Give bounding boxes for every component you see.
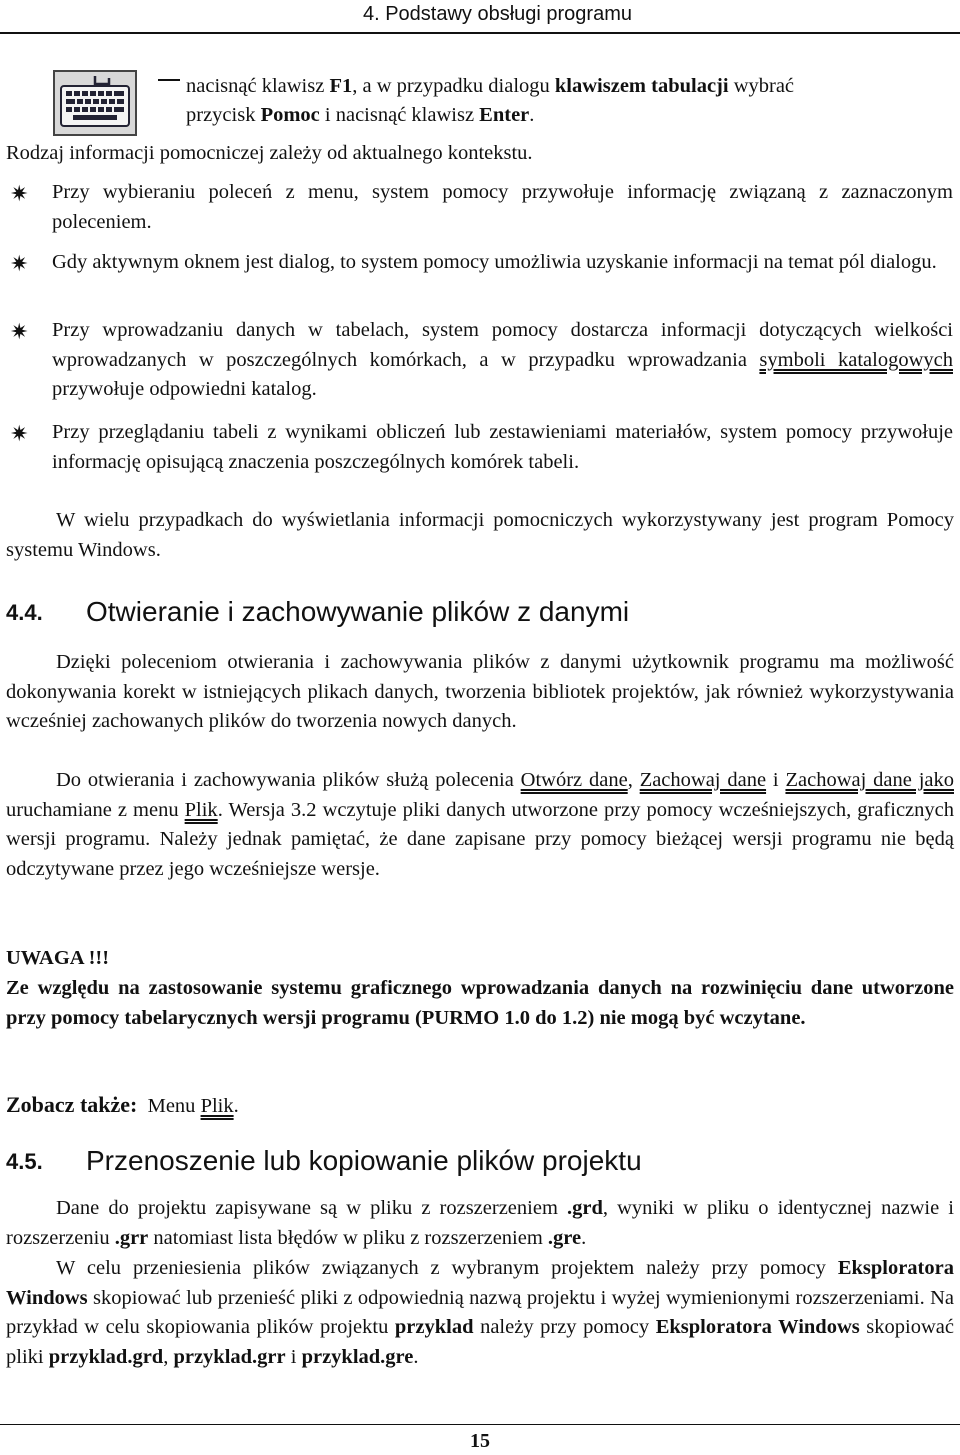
see-also (6, 1090, 239, 1121)
file-name: przyklad.gre (301, 1345, 414, 1368)
text-run: Menu (147, 1095, 201, 1117)
text-run: , wyniki w pliku o identycznej nazwie i rozszerzeniu (6, 1197, 954, 1249)
page-number: 15 (470, 1430, 490, 1452)
see-also-label: Zobacz także: (6, 1092, 138, 1117)
ext-grr: .grr (114, 1226, 149, 1249)
text-run: natomiast lista błędów w pliku z rozszerzeniem (148, 1226, 548, 1249)
text-run: przycisk (186, 104, 261, 126)
link-zachowaj-dane-jako[interactable]: Zachowaj dane jako (785, 769, 954, 791)
bullet-item (52, 316, 953, 405)
paragraph (6, 766, 954, 884)
button-pomoc: Pomoc (260, 104, 320, 126)
text-run: . (529, 104, 535, 126)
text-run: uruchamiane z menu (6, 798, 185, 821)
bullet-item: Gdy aktywnym oknem jest dialog, to system pomocy umożliwia uzyskanie informacji na temat pól dialogu. (52, 251, 937, 273)
bullet-item: Przy wybieraniu poleceń z menu, system pomocy przywołuje informację związaną z zaznaczonym poleceniem. (52, 181, 953, 233)
paragraph: Dzięki poleceniom otwierania i zachowywania plików z danymi użytkownik programu ma możliwość dokonywania korekt w istniejących plikach danych, tworzenia bibliotek projektów, jak również wykorzystywania wcześniej zachowanych plików do tworzenia nowych danych. (6, 651, 954, 733)
section-number: 4.4. (6, 600, 43, 625)
asterisk-bullet-icon: ✷ (10, 181, 29, 206)
ext-gre: .gre (547, 1226, 582, 1249)
text-run: przywołuje odpowiedni katalog. (52, 378, 317, 401)
key-f1: F1 (329, 75, 353, 97)
bullet-item: Przy przeglądaniu tabeli z wynikami obliczeń lub zestawieniami materiałów, system pomocy przywołuje informację opisującą znaczenia poszczególnych komórek tabeli. (52, 421, 953, 473)
text-run: Dane do projektu zapisywane są w pliku z rozszerzeniem (56, 1197, 567, 1219)
text-run: i (766, 769, 786, 791)
text-run: skopiować pliki (6, 1316, 954, 1368)
key-enter: Enter (479, 104, 530, 126)
ext-grd: .grd (567, 1197, 603, 1219)
intro-line-2 (186, 101, 534, 130)
text-run: Do otwierania i zachowywania plików służą polecenia (56, 769, 521, 791)
section-title: Otwieranie i zachowywanie plików z danymi (86, 596, 630, 627)
keyboard-icon (53, 70, 137, 136)
text-run: nacisnąć klawisz (186, 75, 330, 97)
section-number: 4.5. (6, 1149, 43, 1174)
context-line: Rodzaj informacji pomocniczej zależy od aktualnego kontekstu. (6, 142, 533, 164)
paragraph (6, 1254, 954, 1372)
text-run: , (627, 769, 640, 791)
asterisk-bullet-icon: ✷ (10, 251, 29, 276)
key-tab: klawiszem tabulacji (554, 75, 729, 97)
text-run: W celu przeniesienia plików związanych z wybranym projektem należy przy pomocy (56, 1257, 838, 1279)
text-run: należy przy pomocy (473, 1316, 656, 1339)
text-run: i (285, 1345, 302, 1368)
text-run: Przy wprowadzaniu danych w tabelach, system pomocy dostarcza informacji dotyczących wielkości wprowadzanych w poszczególnych komórkach, a w przypadku wprowadzania (52, 319, 953, 371)
warning-text: Ze względu na zastosowanie systemu graficznego wprowadzania danych na rozwinięciu dane utworzone przy pomocy tabelarycznych wersji programu (PURMO 1.0 do 1.2) nie mogą być wczytane. (6, 977, 954, 1029)
intro-line-1 (186, 72, 794, 101)
text-run: . (233, 1095, 239, 1117)
asterisk-bullet-icon: ✷ (10, 421, 29, 446)
text-run: . (413, 1345, 419, 1368)
text-run: i nacisnąć klawisz (319, 104, 480, 126)
dash-marker (158, 79, 180, 81)
text-run: , a w przypadku dialogu (352, 75, 555, 97)
link-otworz-dane[interactable]: Otwórz dane (520, 769, 628, 791)
text-run: wybrać (728, 75, 795, 97)
keyboard-icon-graphic (55, 72, 135, 134)
text-run: , (163, 1345, 174, 1368)
link-plik[interactable]: Plik (200, 1095, 234, 1117)
asterisk-bullet-icon: ✷ (10, 319, 29, 344)
text-run: . (581, 1226, 587, 1249)
section-title: Przenoszenie lub kopiowanie plików projektu (86, 1145, 642, 1176)
page-header (0, 0, 960, 34)
link-plik[interactable]: Plik (184, 798, 218, 821)
project-name: przyklad (394, 1316, 474, 1339)
header-rule (0, 32, 960, 34)
text-run: . Wersja 3.2 wczytuje pliki danych utworzone przy pomocy wcześniejszych, graficznych wersji programu. Należy jednak pamiętać, że dane zapisane przy pomocy bieżącej wersji programu nie będą odczytywane przez jego wcześniejsze wersje. (6, 798, 955, 880)
text-run: skopiować lub przenieść pliki z odpowiednią nazwą projektu i wyżej wymienionymi rozszerzeniami. Na przykład w celu skopiowania plików projektu (6, 1286, 954, 1339)
explorer-name: Eksploratora Windows (655, 1316, 860, 1339)
paragraph (6, 1194, 954, 1253)
link-symbole-katalogowe[interactable]: symboli katalogowych (759, 348, 953, 371)
windows-help-paragraph: W wielu przypadkach do wyświetlania informacji pomocniczych wykorzystywany jest program Pomocy systemu Windows. (6, 509, 954, 561)
explorer-name: Eksploratora Windows (6, 1257, 954, 1309)
chapter-title: 4. Podstawy obsługi programu (362, 3, 632, 25)
file-name: przyklad.grd (48, 1345, 164, 1368)
link-zachowaj-dane[interactable]: Zachowaj dane (639, 769, 767, 791)
warning-title: UWAGA !!! (6, 947, 110, 969)
footer-rule (0, 1424, 960, 1425)
file-name: przyklad.grr (173, 1345, 286, 1368)
